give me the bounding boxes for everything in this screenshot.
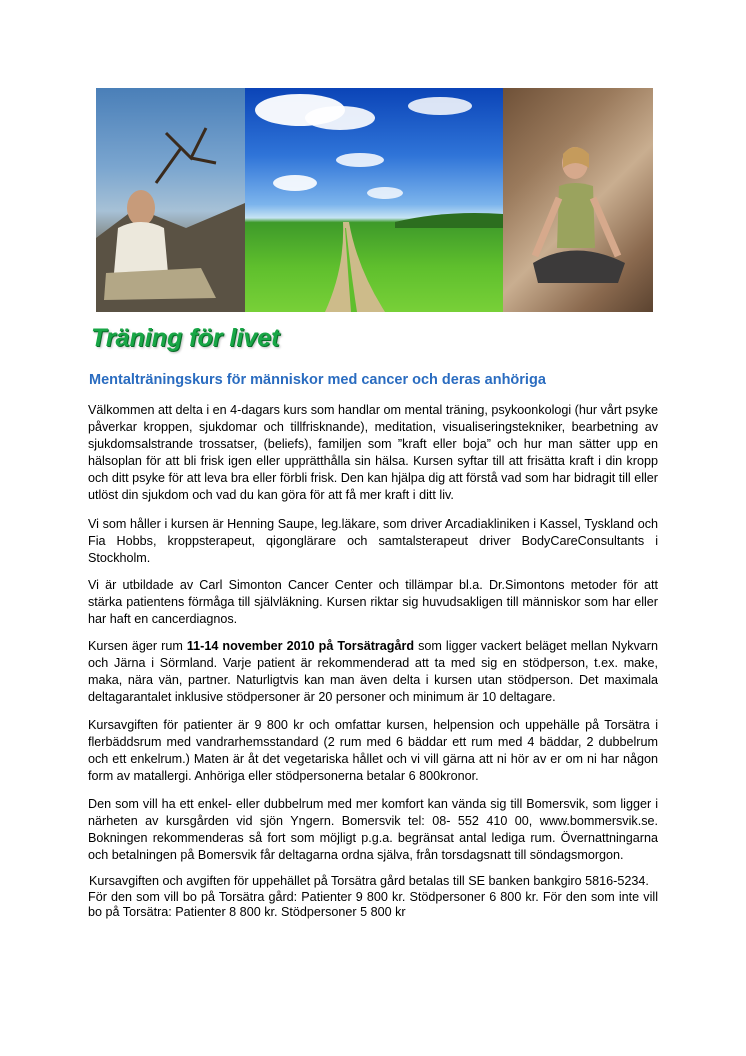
paragraph-course-dates [88, 638, 658, 706]
page-title: Träning för livet [91, 324, 280, 352]
course-location-rest: som ligger vackert beläget mellan Nykvarn och Järna i Sörmland. Varje patient är rekommenderad att ta med sig en stödperson, t.ex. make, maka, nära vän, partner. Naturligtvis kan man även delta i kursen utan stödperson. Det maximala deltagarantalet inklusive stödpersoner är 20 personer och minimum är 10 deltagare. [88, 639, 658, 704]
paragraph-intro: Välkommen att delta i en 4-dagars kurs som handlar om mental träning, psykoonkologi (hur vårt psyke påverkar kroppen, sjukdomar och tillfrisknande), meditation, visualiseringstekniker, bearbetning av sjukdomsalstrande trossatser, (beliefs), familjen som ”kraft eller boja” och hur man sätter upp en hälsoplan för att bli frisk igen eller upprätthålla sin hälsa. Kursen syftar till att frisätta kraft i din kropp och ditt psyke för att leva bra eller förbli frisk. Den kan hjälpa dig att förstå vad som har bidragit till eller utlöst din sjukdom och vad du kan göra för att få mer kraft i ditt liv. [88, 403, 658, 502]
photo-man-meditating [96, 88, 245, 312]
photo-woman-meditating [503, 88, 653, 312]
paragraph-payment [88, 874, 658, 921]
paragraph-course-fee: Kursavgiften för patienter är 9 800 kr och omfattar kursen, helpension och uppehälle på Torsätra i flerbäddsrum med vandrarhemsstandard (2 rum med 6 bäddar ett rum med 4 bäddar, 2 dubbelrum och ett enkelrum.) Maten är åt det vegetariska hållet och vi vill gärna att ni hör av er om ni har någon form av matallergi. Anhöriga eller stödpersonerna betalar 6 800kronor. [88, 718, 658, 783]
price-summary: För den som vill bo på Torsätra gård: Patienter 9 800 kr. Stödpersoner 6 800 kr. För den som inte vill bo på Torsätra: Patienter 8 800 kr. Stödpersoner 5 800 kr [88, 889, 658, 919]
header-photo-collage [96, 88, 653, 312]
payment-line: Kursavgiften och avgiften för uppehället på Torsätra gård betalas till SE banken bankgiro 5816-5234. [89, 874, 649, 888]
page-subtitle: Mentalträningskurs för människor med cancer och deras anhöriga [89, 372, 546, 388]
paragraph-instructors: Vi som håller i kursen är Henning Saupe, leg.läkare, som driver Arcadiakliniken i Kassel, Tyskland och Fia Hobbs, kroppsterapeut, qigonglärare och samtalsterapeut driver BodyCareConsultants i Stockholm. [88, 517, 658, 565]
paragraph-training: Vi är utbildade av Carl Simonton Cancer Center och tillämpar bl.a. Dr.Simontons metoder för att stärka patientens förmåga till självläkning. Kursen riktar sig huvudsakligen till människor som har eller har haft en cancerdiagnos. [88, 578, 658, 626]
photo-road-meadow [245, 88, 503, 312]
course-dates-bold: 11-14 november 2010 på Torsätragård [186, 639, 415, 653]
paragraph-accommodation: Den som vill ha ett enkel- eller dubbelrum med mer komfort kan vända sig till Bomersvik, som ligger i närheten av kursgården vid sjön Yngern. Bomersvik tel: 08- 552 410 00, www.bommersvik.se. Bokningen rekommenderas så fort som möjligt p.g.a. begränsat antal lediga rum. Övernattningarna och betalningen på Bomersvik får deltagarna ordna själva, från torsdagsnatt till söndagsmorgon. [88, 797, 658, 862]
course-location-text: Kursen äger rum [88, 639, 187, 653]
